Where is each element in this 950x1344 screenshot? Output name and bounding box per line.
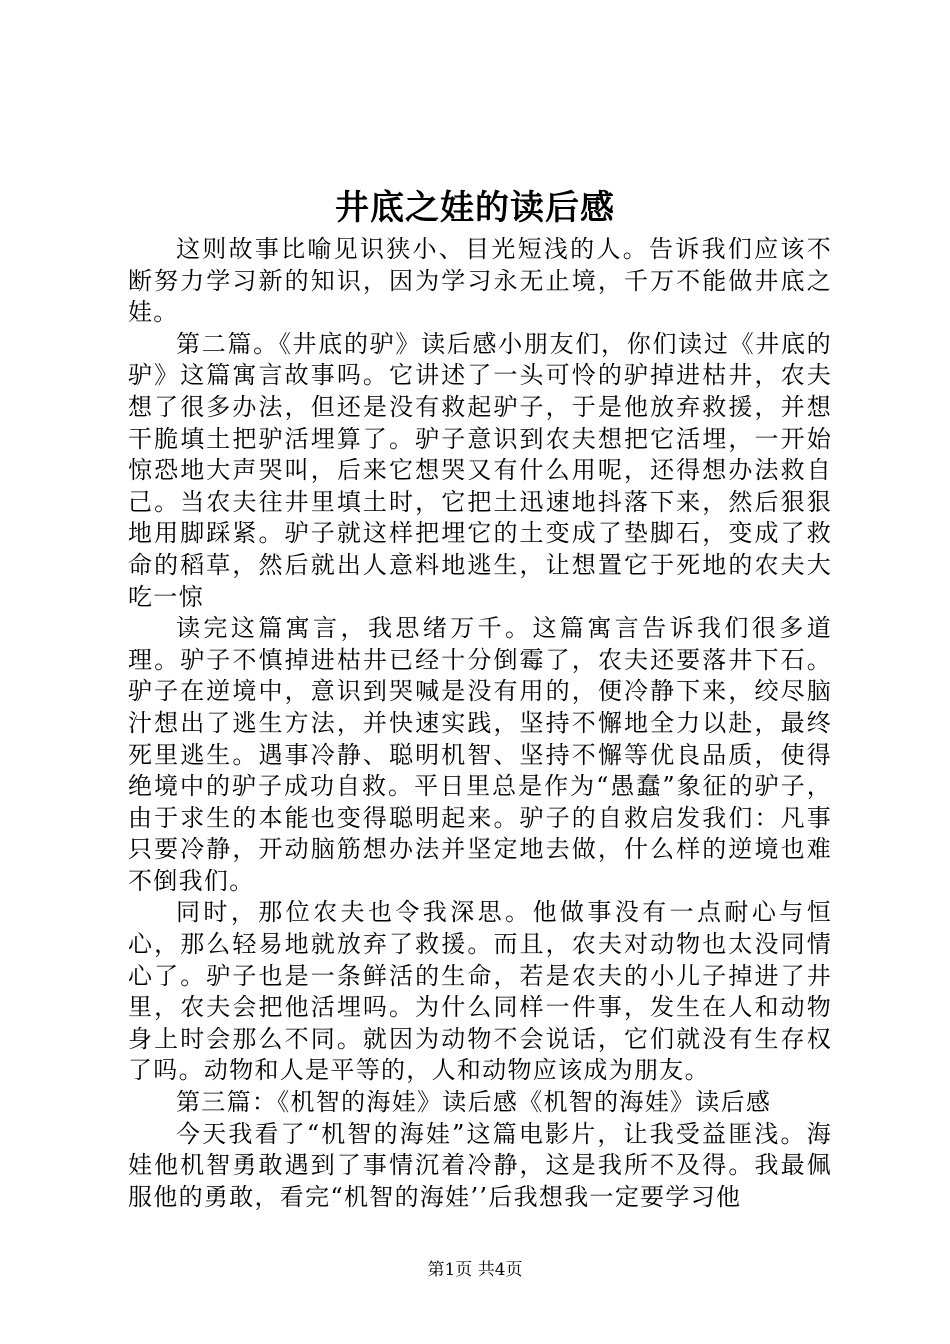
page-number-indicator: 第1页 共4页	[427, 1260, 523, 1280]
paragraph-5: 第三篇：《机智的海娃》读后感《机智的海娃》读后感	[176, 1088, 772, 1117]
page-footer	[0, 1258, 950, 1282]
document-title: 井底之娃的读后感	[335, 188, 615, 228]
paragraph-3: 读完这篇寓言，我思绪万千。这篇寓言告诉我们很多道理。驴子不慎掉进枯井已经十分倒霉了，农夫还要落井下石。驴子在逆境中，意识到哭喊是没有用的，便冷静下来，绞尽脑汁想出了逃生方法，并快速实践，坚持不懈地全力以赴，最终死里逃生。遇事冷静、聪明机智、坚持不懈等优良品质，使得绝境中的驴子成功自救。平日里总是作为“愚蠢”象征的驴子，由于求生的本能也变得聪明起来。驴子的自救启发我们：凡事只要冷静，开动脑筋想办法并坚定地去做，什么样的逆境也难不倒我们。	[128, 614, 832, 895]
document-body	[128, 234, 832, 1213]
paragraph-6: 今天我看了“机智的海娃”这篇电影片，让我受益匪浅。海娃他机智勇敢遇到了事情沉着冷静，这是我所不及得。我最佩服他的勇敢，看完“机智的海娃’’后我想我一定要学习他	[128, 1119, 832, 1211]
paragraph-4: 同时，那位农夫也令我深思。他做事没有一点耐心与恒心，那么轻易地就放弃了救援。而且，农夫对动物也太没同情心了。驴子也是一条鲜活的生命，若是农夫的小儿子掉进了井里，农夫会把他活埋吗。为什么同样一件事，发生在人和动物身上时会那么不同。就因为动物不会说话，它们就没有生存权了吗。动物和人是平等的，人和动物应该成为朋友。	[128, 898, 832, 1085]
paragraph-2: 第二篇。《井底的驴》读后感小朋友们，你们读过《井底的驴》这篇寓言故事吗。它讲述了一头可怜的驴掉进枯井，农夫想了很多办法，但还是没有救起驴子，于是他放弃救援，并想干脆填土把驴活埋算了。驴子意识到农夫想把它活埋，一开始惊恐地大声哭叫，后来它想哭又有什么用呢，还得想办法救自己。当农夫往井里填土时，它把土迅速地抖落下来，然后狠狠地用脚踩紧。驴子就这样把埋它的土变成了垫脚石，变成了救命的稻草，然后就出人意料地逃生，让想置它于死地的农夫大吃一惊	[128, 329, 832, 611]
paragraph-1: 这则故事比喻见识狭小、目光短浅的人。告诉我们应该不断努力学习新的知识，因为学习永无止境，千万不能做井底之娃。	[128, 235, 832, 327]
